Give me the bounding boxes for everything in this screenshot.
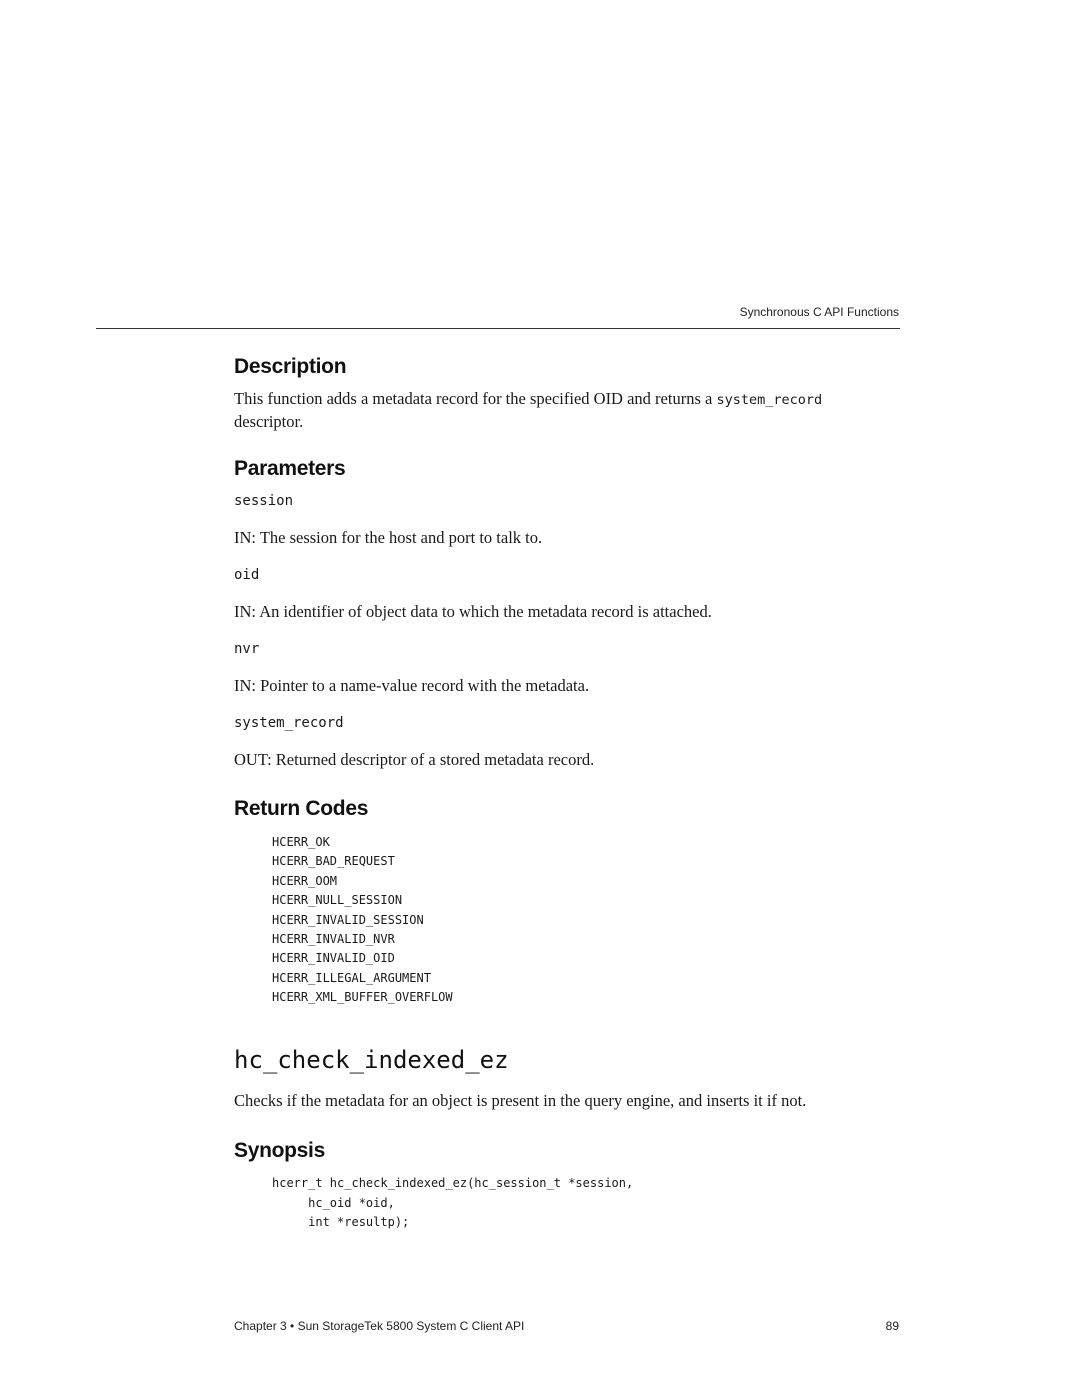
description-code: system_record: [716, 392, 823, 408]
return-code: HCERR_ILLEGAL_ARGUMENT: [272, 970, 431, 985]
return-codes-heading: Return Codes: [234, 797, 369, 820]
param-name: system_record: [234, 715, 344, 731]
function-summary: Checks if the metadata for an object is present in the query engine, and inserts it if not.: [234, 1091, 807, 1110]
description-text: [234, 388, 874, 433]
return-code: HCERR_NULL_SESSION: [272, 893, 403, 908]
return-code: HCERR_XML_BUFFER_OVERFLOW: [272, 990, 453, 1005]
code-line: hc_oid *oid,: [272, 1195, 395, 1210]
running-header: Synchronous C API Functions: [739, 305, 899, 319]
return-code: HCERR_BAD_REQUEST: [272, 854, 395, 869]
param-name: nvr: [234, 641, 260, 657]
description-text-part: This function adds a metadata record for the specified OID and returns a: [234, 389, 717, 408]
return-code: HCERR_OK: [272, 835, 330, 849]
param-name: session: [234, 493, 294, 509]
return-code: HCERR_INVALID_OID: [272, 951, 395, 966]
param-desc: IN: The session for the host and port to talk to.: [234, 528, 543, 547]
return-code: HCERR_INVALID_NVR: [272, 932, 395, 947]
code-line: hcerr_t hc_check_indexed_ez(hc_session_t *session,: [272, 1176, 634, 1190]
description-text-line2: descriptor.: [234, 412, 304, 431]
header-rule: [96, 328, 900, 329]
return-code: HCERR_INVALID_SESSION: [272, 912, 424, 927]
param-desc: OUT: Returned descriptor of a stored metadata record.: [234, 750, 595, 769]
return-codes-list: [272, 833, 453, 1008]
param-name: oid: [234, 567, 260, 583]
return-code: HCERR_OOM: [272, 873, 338, 888]
function-title: hc_check_indexed_ez: [234, 1046, 509, 1074]
synopsis-heading: Synopsis: [234, 1139, 325, 1162]
parameters-heading: Parameters: [234, 457, 346, 480]
description-heading: Description: [234, 355, 347, 378]
param-desc: IN: Pointer to a name-value record with the metadata.: [234, 676, 590, 695]
code-line: int *resultp);: [272, 1215, 410, 1229]
footer-chapter: Chapter 3 • Sun StorageTek 5800 System C Client API: [234, 1319, 525, 1333]
footer-page-number: 89: [885, 1319, 899, 1333]
param-desc: IN: An identifier of object data to which the metadata record is attached.: [234, 602, 712, 621]
synopsis-code: [272, 1174, 633, 1233]
